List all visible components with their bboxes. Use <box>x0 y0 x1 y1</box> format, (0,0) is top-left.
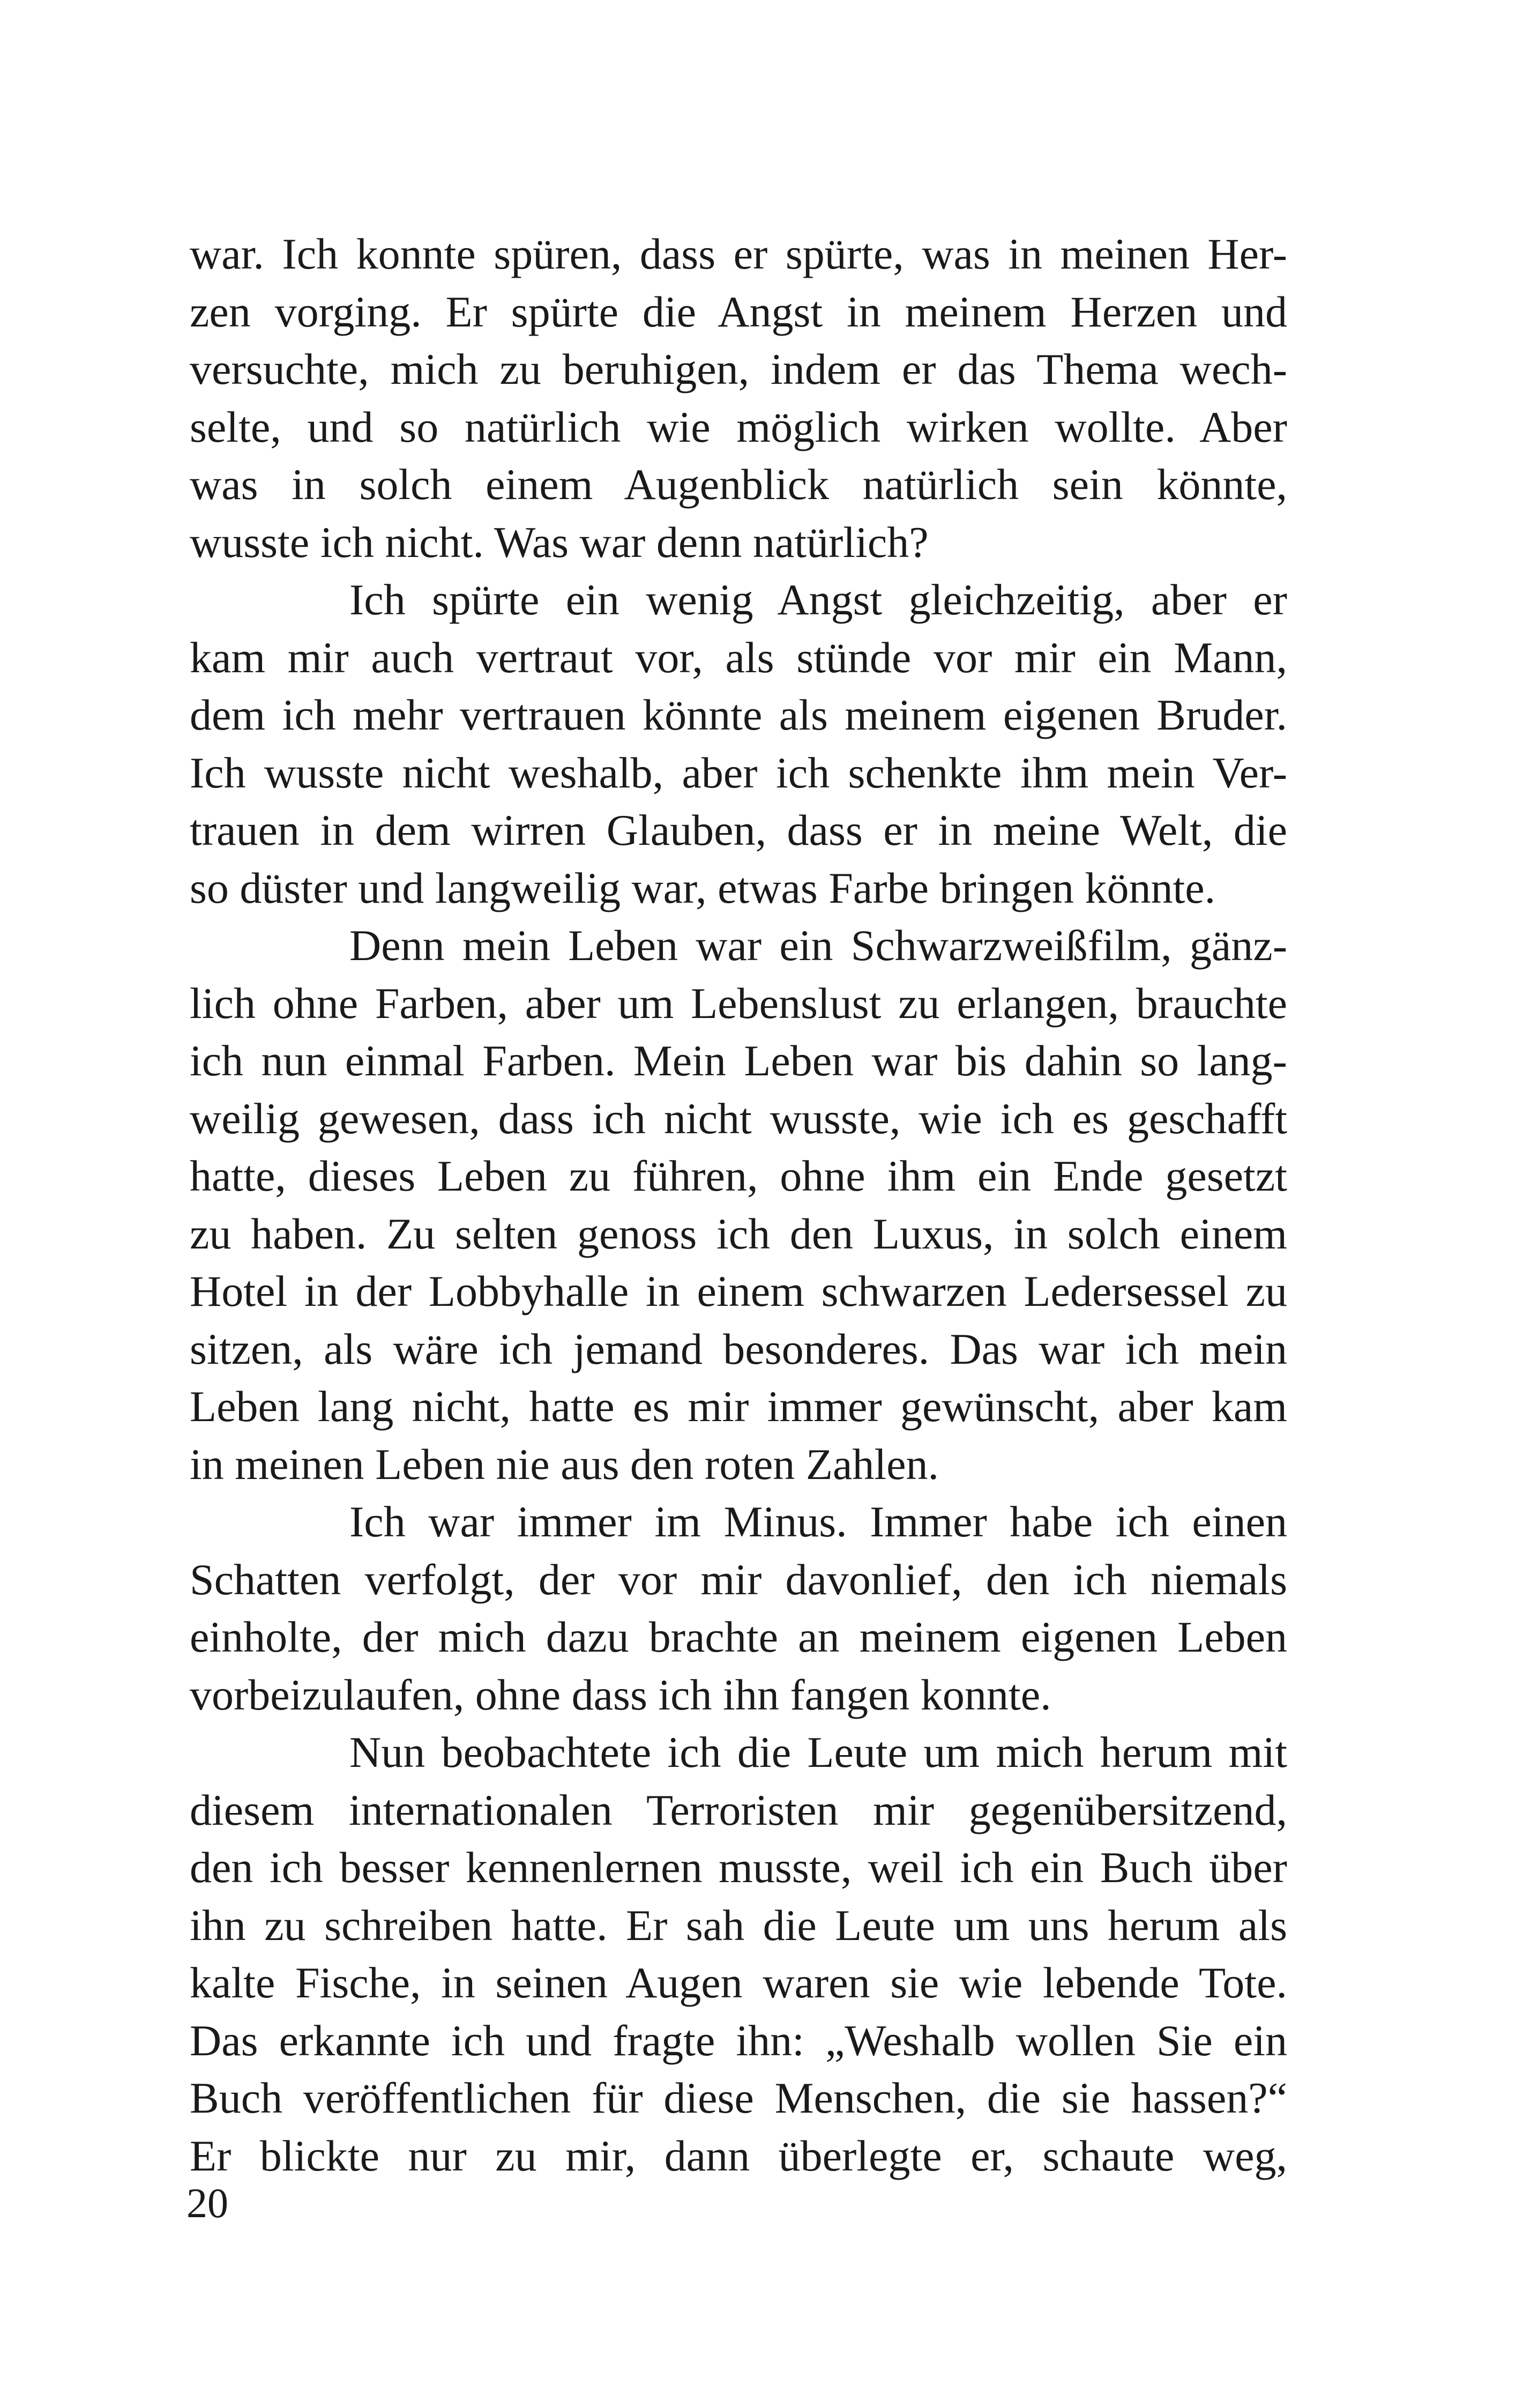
text-line: Hotel in der Lobbyhalle in einem schwarzen Ledersessel zu <box>190 1267 1287 1316</box>
text-line: hatte, dieses Leben zu führen, ohne ihm ein Ende gesetzt <box>190 1151 1287 1200</box>
text-line: den ich besser kennenlernen musste, weil ich ein Buch über <box>190 1843 1287 1892</box>
text-line: Buch veröffentlichen für diese Menschen, die sie hassen?“ <box>190 2073 1287 2122</box>
text-line: versuchte, mich zu beruhigen, indem er das Thema wech- <box>190 345 1287 393</box>
text-line: Schatten verfolgt, der vor mir davonlief, den ich niemals <box>190 1555 1287 1604</box>
text-line: in meinen Leben nie aus den roten Zahlen. <box>190 1439 939 1489</box>
text-line: Ich spürte ein wenig Angst gleichzeitig, aber er <box>349 575 1287 624</box>
text-line: sitzen, als wäre ich jemand besonderes. Das war ich mein <box>190 1324 1287 1373</box>
text-line: Das erkannte ich und fragte ihn: „Weshalb wollen Sie ein <box>190 2016 1287 2065</box>
page-number: 20 <box>186 2180 228 2226</box>
text-line: einholte, der mich dazu brachte an meinem eigenen Leben <box>190 1612 1287 1661</box>
text-line: lich ohne Farben, aber um Lebenslust zu erlangen, brauchte <box>190 978 1287 1028</box>
text-line: ich nun einmal Farben. Mein Leben war bis dahin so lang- <box>190 1036 1287 1085</box>
text-line: Leben lang nicht, hatte es mir immer gewünscht, aber kam <box>190 1382 1287 1431</box>
text-line: zu haben. Zu selten genoss ich den Luxus, in solch einem <box>190 1209 1287 1258</box>
text-line: wusste ich nicht. Was war denn natürlich? <box>190 517 929 567</box>
text-line: war. Ich konnte spüren, dass er spürte, was in meinen Her- <box>190 229 1287 278</box>
text-line: Nun beobachtete ich die Leute um mich herum mit <box>349 1728 1287 1777</box>
text-line: Ich war immer im Minus. Immer habe ich einen <box>349 1497 1287 1546</box>
text-line: weilig gewesen, dass ich nicht wusste, wie ich es geschafft <box>190 1094 1287 1143</box>
text-line: kalte Fische, in seinen Augen waren sie wie lebende Tote. <box>190 1958 1287 2007</box>
text-line: Er blickte nur zu mir, dann überlegte er, schaute weg, <box>190 2131 1287 2180</box>
text-line: kam mir auch vertraut vor, als stünde vor mir ein Mann, <box>190 633 1287 682</box>
text-line: so düster und langweilig war, etwas Farbe bringen könnte. <box>190 863 1216 912</box>
text-line: diesem internationalen Terroristen mir gegenübersitzend, <box>190 1785 1287 1834</box>
text-line: trauen in dem wirren Glauben, dass er in meine Welt, die <box>190 806 1287 854</box>
text-line: was in solch einem Augenblick natürlich sein könnte, <box>190 460 1287 509</box>
body-text <box>190 225 1287 2184</box>
text-line: Denn mein Leben war ein Schwarzweißfilm, gänz- <box>349 921 1287 970</box>
text-line: zen vorging. Er spürte die Angst in meinem Herzen und <box>190 287 1287 336</box>
text-line: Ich wusste nicht weshalb, aber ich schenkte ihm mein Ver- <box>190 748 1287 797</box>
text-line: selte, und so natürlich wie möglich wirken wollte. Aber <box>190 402 1287 451</box>
text-line: vorbeizulaufen, ohne dass ich ihn fangen konnte. <box>190 1670 1051 1719</box>
text-line: ihn zu schreiben hatte. Er sah die Leute um uns herum als <box>190 1900 1287 1950</box>
text-line: dem ich mehr vertrauen könnte als meinem eigenen Bruder. <box>190 690 1287 739</box>
